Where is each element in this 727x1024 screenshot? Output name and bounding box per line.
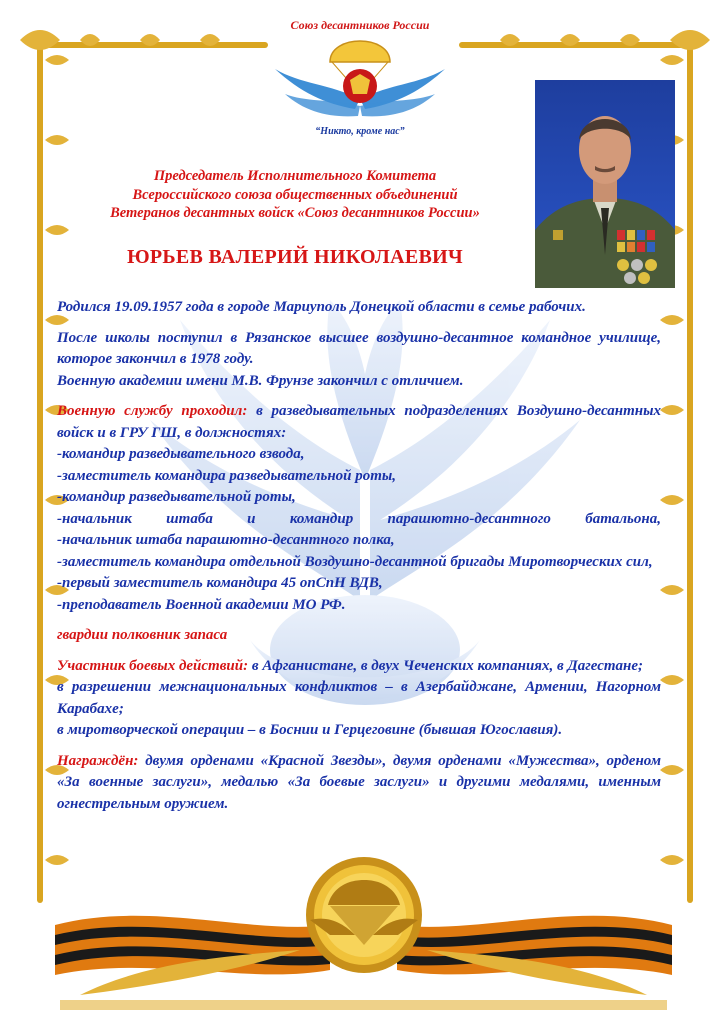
education-paragraph	[57, 328, 661, 393]
position-item: -заместитель командира разведывательной роты,	[57, 467, 397, 484]
awards-text: двумя орденами «Красной Звезды», двумя орденами «Мужества», орденом «За военные заслуги», медалью «За боевые заслуги» и другими медалями, именным огнестрельным оружием.	[57, 752, 661, 812]
position-item: -заместитель командира отдельной Воздушно-десантной бригады Миротворческих сил,	[57, 553, 653, 570]
rank: гвардии полковник запаса	[57, 627, 228, 643]
position-title-line: Ветеранов десантных войск «Союз десантников России»	[110, 205, 480, 221]
position-title-line: Всероссийского союза общественных объединений	[132, 186, 458, 203]
education-line: Военную академии имени М.В. Фрунзе закончил с отличием.	[57, 372, 464, 389]
position-title-line: Председатель Исполнительного Комитета	[153, 168, 437, 184]
combat-label: Участник боевых действий:	[57, 657, 249, 674]
combat-text: в миротворческой операции – в Боснии и Герцеговине (бывшая Югославия).	[57, 722, 563, 738]
position-item: -командир разведывательного взвода,	[57, 446, 305, 462]
education-line: После школы поступил в Рязанское высшее воздушно-десантное командное училище, которое закончил в 1978 году.	[57, 329, 661, 367]
position-item: -командир разведывательной роты,	[57, 489, 296, 505]
combat-text: в Афганистане, в двух Чеченских компаниях, в Дагестане;	[248, 657, 644, 674]
combat-text: в разрешении межнациональных конфликтов – в Азербайджане, Армении, Нагорном Карабахе;	[57, 679, 661, 717]
position-item: -первый заместитель командира 45 опСпН ВДВ,	[57, 575, 383, 591]
motto: “Никто, кроме нас”	[315, 126, 405, 137]
position-title	[60, 167, 530, 223]
organization-name: Союз десантников России	[290, 18, 430, 32]
birth-paragraph: Родился 19.09.1957 года в городе Мариуполь Донецкой области в семье рабочих.	[57, 299, 586, 315]
service-paragraph	[57, 401, 661, 616]
biography-text	[57, 297, 661, 824]
combat-paragraph	[57, 656, 661, 742]
position-item: -начальник штаба парашютно-десантного полка,	[57, 532, 395, 548]
position-item: -преподаватель Военной академии МО РФ.	[57, 596, 346, 613]
position-item: -начальник штаба и командир парашютно-десантного батальона,	[57, 510, 661, 527]
awards-label: Награждён:	[57, 752, 139, 769]
service-label: Военную службу проходил:	[57, 403, 248, 419]
person-name: ЮРЬЕВ ВАЛЕРИЙ НИКОЛАЕВИЧ	[127, 246, 463, 268]
awards-paragraph	[57, 751, 661, 816]
portrait-photo	[535, 80, 675, 288]
service-intro: в разведывательных подразделениях Воздушно-десантных войск и в ГРУ ГШ, в должностях:	[57, 403, 661, 441]
